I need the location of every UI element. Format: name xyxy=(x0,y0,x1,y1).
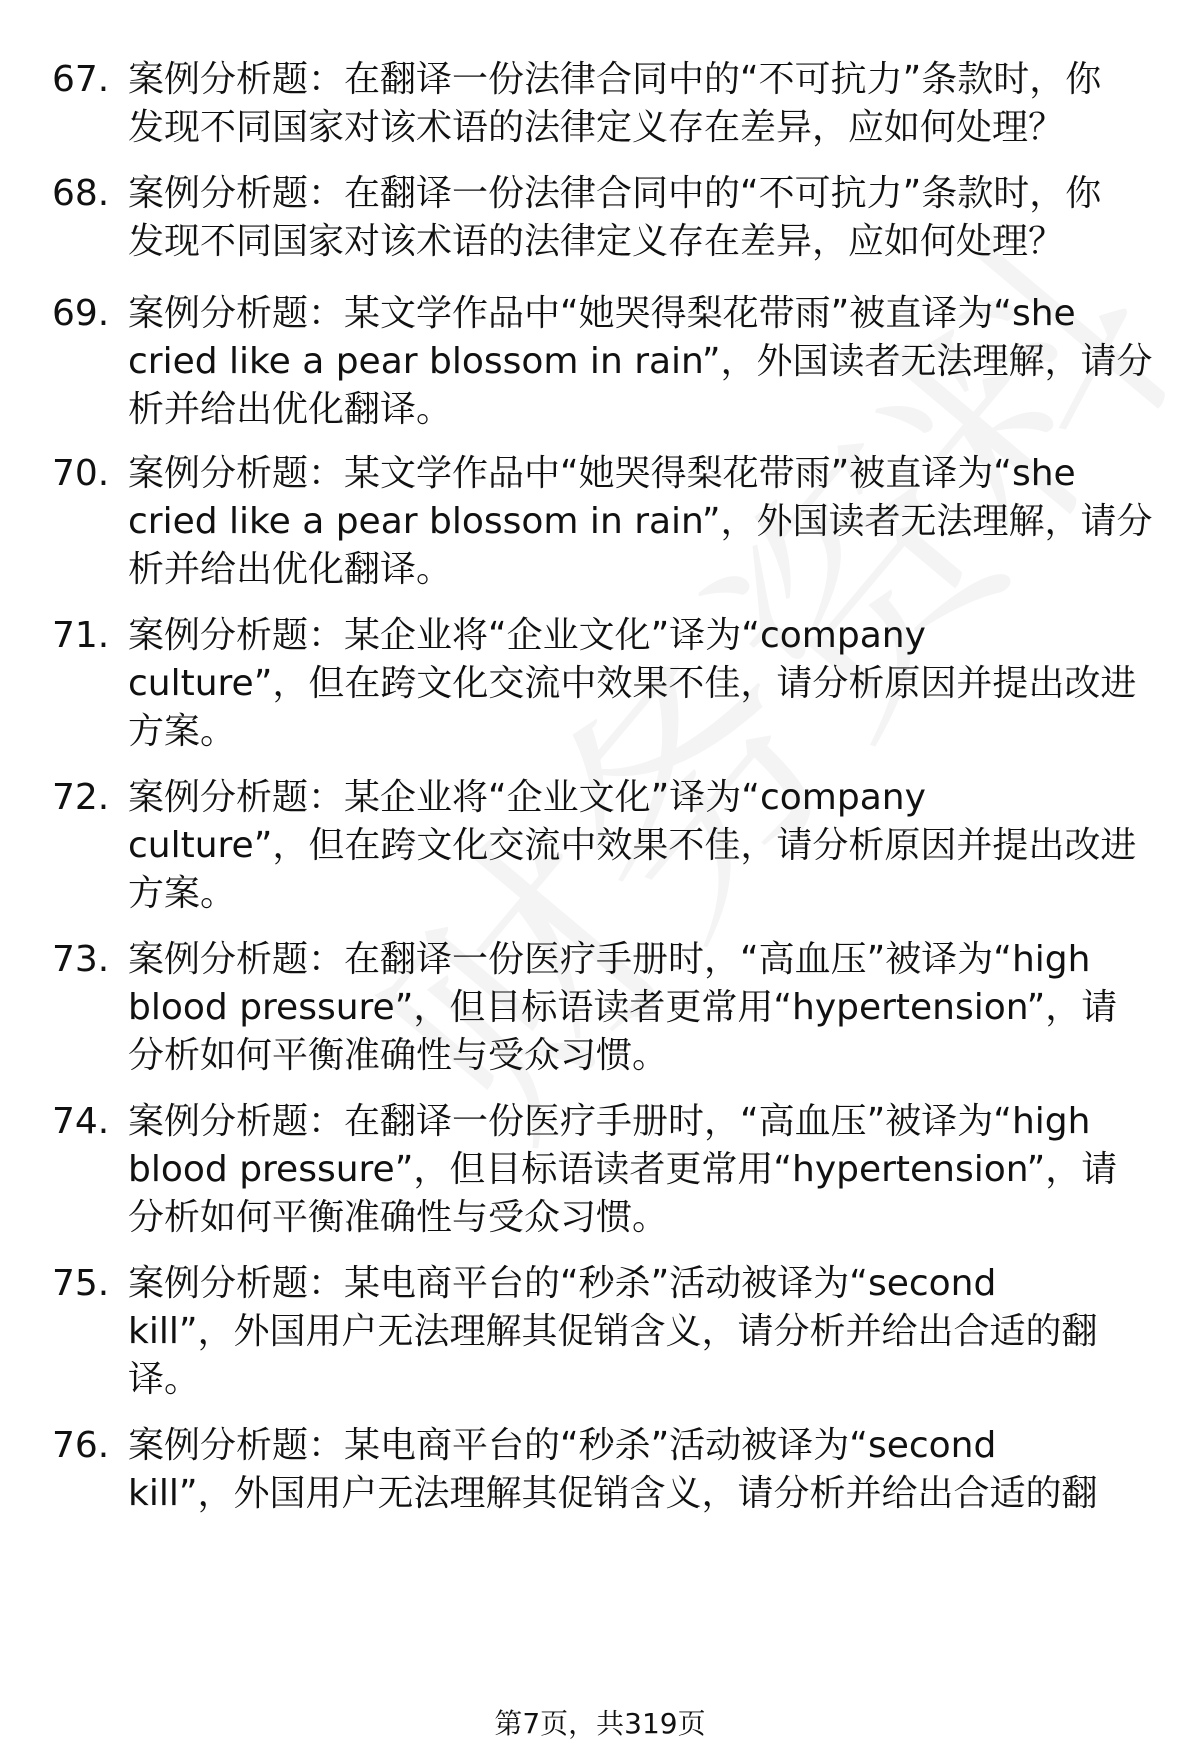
question-text-line: 分析如何平衡准确性与受众习惯。 xyxy=(128,1035,669,1076)
question-text-line: 案例分析题：某企业将“企业文化”译为“company xyxy=(128,777,926,818)
question-text xyxy=(128,170,1148,266)
question-text-line: 分析如何平衡准确性与受众习惯。 xyxy=(128,1197,669,1238)
question-item xyxy=(52,170,1152,266)
question-text xyxy=(128,290,1153,434)
question-text-line: 发现不同国家对该术语的法律定义存在差异，应如何处理？ xyxy=(128,107,1065,148)
question-text-line: blood pressure”，但目标语读者更常用“hypertension”，请 xyxy=(128,1149,1118,1190)
question-number: 70. xyxy=(52,453,110,494)
question-text-line: 案例分析题：在翻译一份法律合同中的“不可抗力”条款时，你 xyxy=(128,59,1102,100)
question-text-line: blood pressure”，但目标语读者更常用“hypertension”，请 xyxy=(128,987,1118,1028)
question-number: 68. xyxy=(52,173,110,214)
question-number: 73. xyxy=(52,939,110,980)
question-text-line: 案例分析题：在翻译一份法律合同中的“不可抗力”条款时，你 xyxy=(128,173,1102,214)
question-text xyxy=(128,450,1153,594)
question-item xyxy=(52,450,1152,594)
question-text-line: 方案。 xyxy=(128,873,237,914)
question-text-line: 案例分析题：某文学作品中“她哭得梨花带雨”被直译为“she xyxy=(128,453,1076,494)
question-text xyxy=(128,774,1148,918)
question-number: 69. xyxy=(52,293,110,334)
question-number: 76. xyxy=(52,1425,110,1466)
question-item xyxy=(52,774,1152,918)
question-text-line: 案例分析题：在翻译一份医疗手册时，“高血压”被译为“high xyxy=(128,939,1091,980)
question-text-line: 案例分析题：某企业将“企业文化”译为“company xyxy=(128,615,926,656)
question-number: 74. xyxy=(52,1101,110,1142)
question-text-line: cried like a pear blossom in rain”，外国读者无法理解，请分 xyxy=(128,341,1153,382)
question-item xyxy=(52,290,1152,434)
page-footer: 第7页，共319页 xyxy=(494,1707,706,1740)
question-text xyxy=(128,612,1148,756)
question-text xyxy=(128,1422,1148,1518)
question-item xyxy=(52,612,1152,756)
question-text-line: kill”，外国用户无法理解其促销含义，请分析并给出合适的翻 xyxy=(128,1473,1098,1514)
question-item xyxy=(52,1098,1152,1242)
question-text-line: 发现不同国家对该术语的法律定义存在差异，应如何处理？ xyxy=(128,221,1065,262)
question-number: 67. xyxy=(52,59,110,100)
question-text-line: cried like a pear blossom in rain”，外国读者无法理解，请分 xyxy=(128,501,1153,542)
question-text-line: culture”，但在跨文化交流中效果不佳，请分析原因并提出改进 xyxy=(128,663,1137,704)
question-number: 71. xyxy=(52,615,110,656)
question-item xyxy=(52,936,1152,1080)
question-text-line: 案例分析题：某电商平台的“秒杀”活动被译为“second xyxy=(128,1263,997,1304)
question-text-line: culture”，但在跨文化交流中效果不佳，请分析原因并提出改进 xyxy=(128,825,1137,866)
question-text xyxy=(128,56,1148,152)
question-item xyxy=(52,56,1152,152)
question-item xyxy=(52,1422,1152,1518)
question-text-line: 析并给出优化翻译。 xyxy=(128,549,453,590)
question-text-line: 案例分析题：在翻译一份医疗手册时，“高血压”被译为“high xyxy=(128,1101,1091,1142)
question-item xyxy=(52,1260,1152,1404)
question-text xyxy=(128,1260,1148,1404)
question-text-line: 案例分析题：某电商平台的“秒杀”活动被译为“second xyxy=(128,1425,997,1466)
question-number: 72. xyxy=(52,777,110,818)
question-text-line: 译。 xyxy=(128,1359,201,1400)
question-text xyxy=(128,1098,1148,1242)
question-text xyxy=(128,936,1148,1080)
question-text-line: 方案。 xyxy=(128,711,237,752)
question-text-line: 析并给出优化翻译。 xyxy=(128,389,453,430)
question-number: 75. xyxy=(52,1263,110,1304)
question-text-line: kill”，外国用户无法理解其促销含义，请分析并给出合适的翻 xyxy=(128,1311,1098,1352)
question-text-line: 案例分析题：某文学作品中“她哭得梨花带雨”被直译为“she xyxy=(128,293,1076,334)
